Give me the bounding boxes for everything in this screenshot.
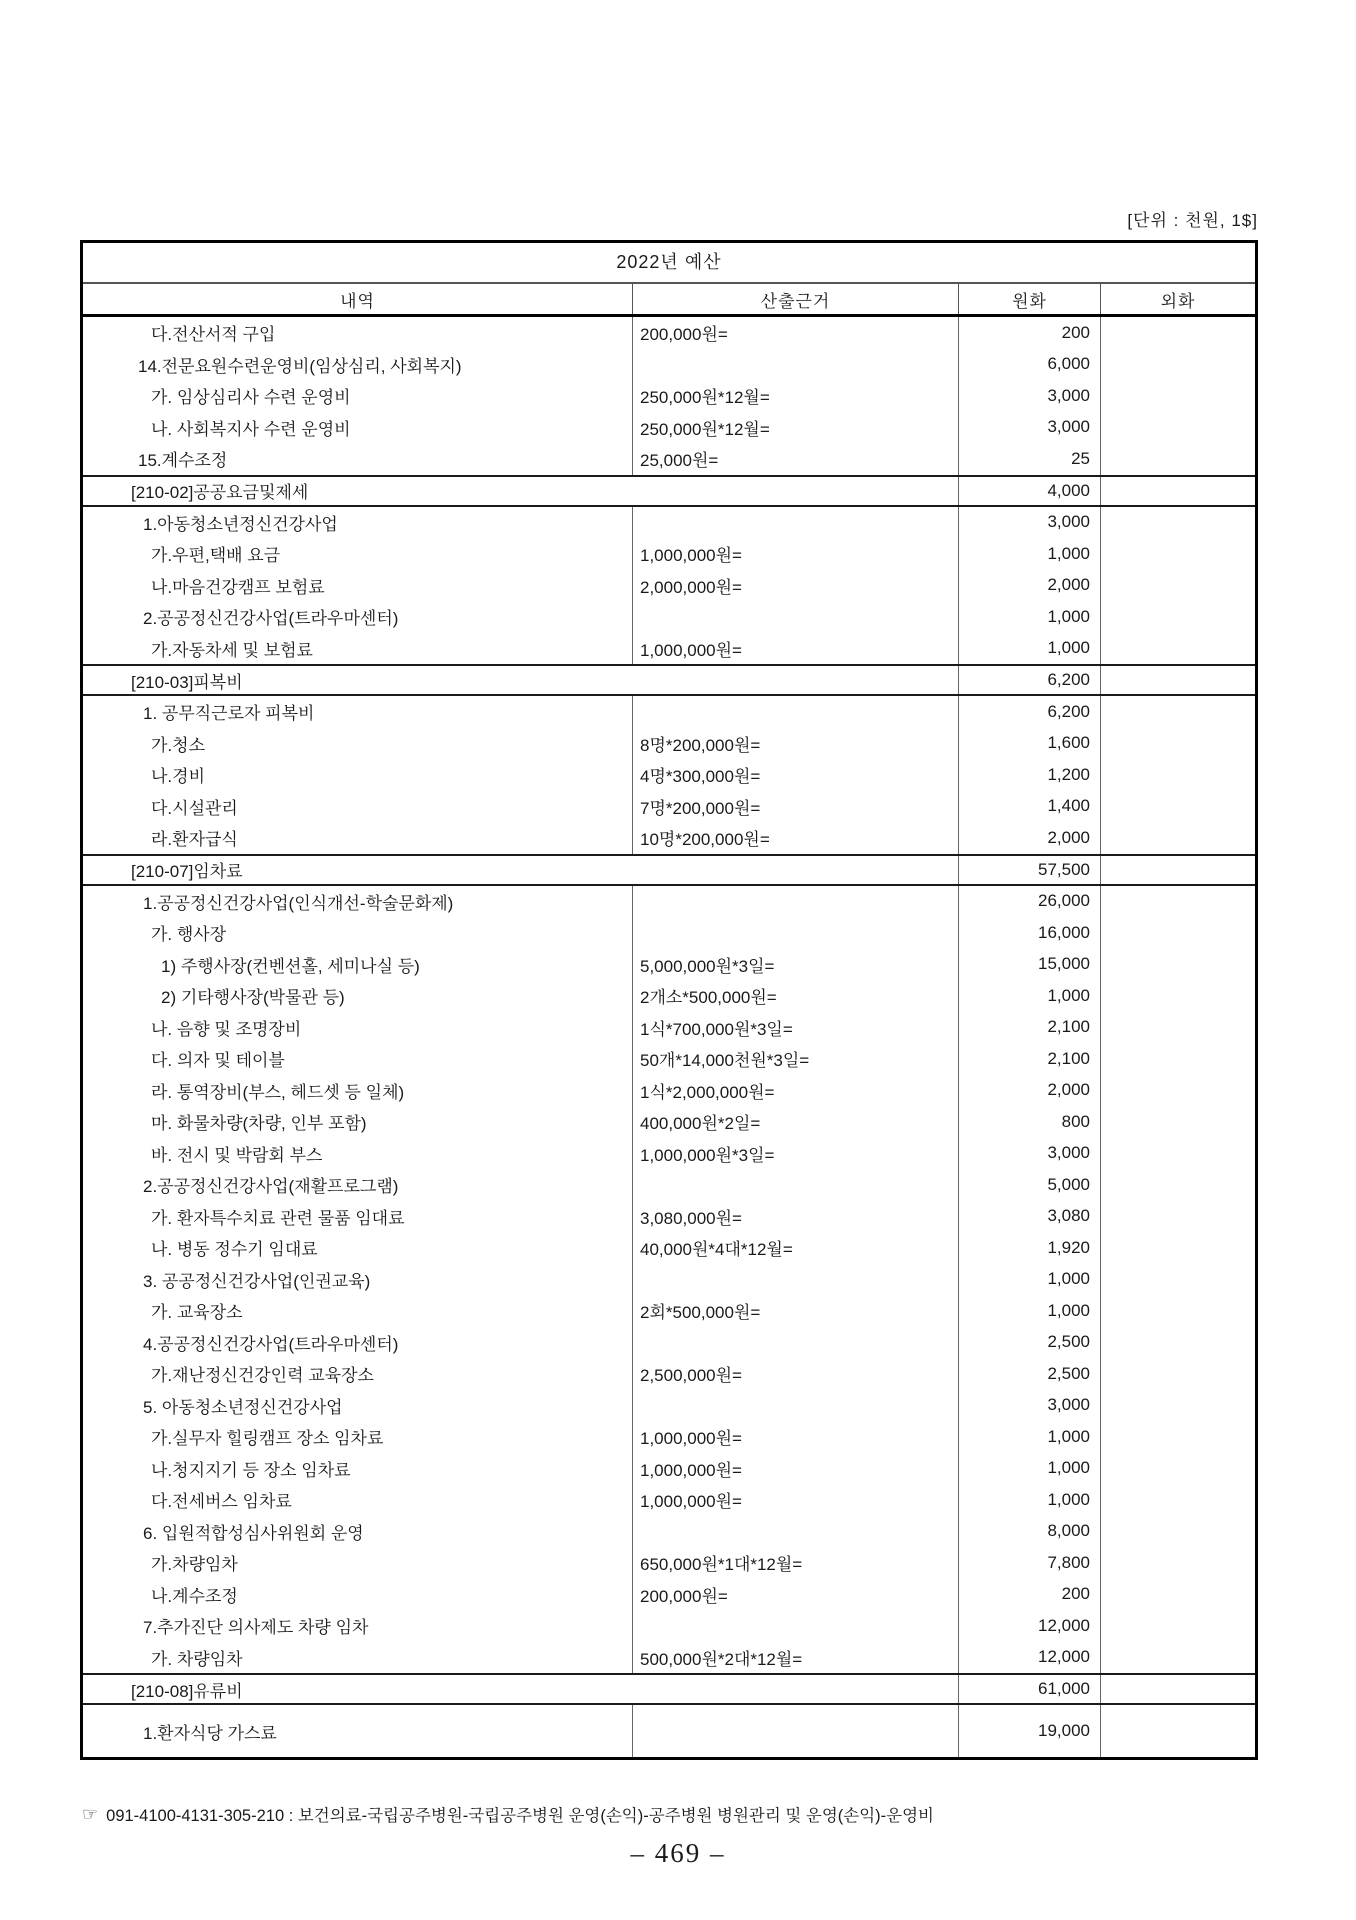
krw-amount-cell: 2,500 [959,1358,1101,1390]
section-row [83,1673,1255,1705]
section-row [83,664,1255,696]
calculation-basis-cell: 10명*200,000원= [633,822,959,854]
foreign-amount-cell [1101,1138,1255,1170]
krw-amount-cell: 19,000 [959,1705,1101,1757]
item-name-cell: 가.청소 [83,728,633,760]
section-name-cell: [210-08]유류비 [83,1675,959,1703]
item-name-cell: 1.환자식당 가스료 [83,1705,633,1757]
table-row [83,633,1255,665]
calculation-basis-cell [633,696,959,728]
foreign-amount-cell [1101,601,1255,633]
krw-amount-cell: 57,500 [959,856,1101,884]
calculation-basis-cell: 1,000,000원= [633,1453,959,1485]
krw-amount-cell: 1,000 [959,980,1101,1012]
foreign-amount-cell [1101,380,1255,412]
calculation-basis-cell [633,1516,959,1548]
krw-amount-cell: 200 [959,1579,1101,1611]
krw-amount-cell: 26,000 [959,886,1101,918]
table-row [83,1138,1255,1170]
item-name-cell: 14.전문요원수련운영비(임상심리, 사회복지) [83,349,633,381]
calculation-basis-cell: 40,000원*4대*12월= [633,1232,959,1264]
krw-amount-cell: 2,100 [959,1012,1101,1044]
krw-amount-cell: 3,000 [959,1138,1101,1170]
table-row [83,317,1255,349]
page-number: – 469 – [630,1838,726,1868]
calculation-basis-cell: 2개소*500,000원= [633,980,959,1012]
krw-amount-cell: 1,600 [959,728,1101,760]
item-name-cell: 바. 전시 및 박람회 부스 [83,1138,633,1170]
krw-amount-cell: 6,200 [959,696,1101,728]
section-name-cell: [210-02]공공요금및제세 [83,477,959,505]
item-name-cell: 6. 입원적합성심사위원회 운영 [83,1516,633,1548]
foreign-amount-cell [1101,633,1255,665]
foreign-amount-cell [1101,1421,1255,1453]
foreign-amount-cell [1101,1106,1255,1138]
item-name-cell: 4.공공정신건강사업(트라우마센터) [83,1327,633,1359]
krw-amount-cell: 7,800 [959,1547,1101,1579]
table-row [83,886,1255,918]
calculation-basis-cell: 650,000원*1대*12월= [633,1547,959,1579]
item-name-cell: 나. 사회복지사 수련 운영비 [83,412,633,444]
calculation-basis-cell [633,1705,959,1757]
foreign-amount-cell [1101,1610,1255,1642]
table-row [83,1295,1255,1327]
table-row [83,822,1255,854]
calculation-basis-cell: 5,000,000원*3일= [633,949,959,981]
foreign-amount-cell [1101,507,1255,539]
krw-amount-cell: 3,080 [959,1201,1101,1233]
table-row [83,1390,1255,1422]
calculation-basis-cell: 1,000,000원= [633,538,959,570]
calculation-basis-cell [633,349,959,381]
table-row [83,1484,1255,1516]
krw-amount-cell: 12,000 [959,1642,1101,1674]
table-row [83,443,1255,475]
item-name-cell: 1. 공무직근로자 피복비 [83,696,633,728]
item-name-cell: 7.추가진단 의사제도 차량 임차 [83,1610,633,1642]
krw-amount-cell: 1,400 [959,791,1101,823]
item-name-cell: 나. 음향 및 조명장비 [83,1012,633,1044]
foreign-amount-cell [1101,538,1255,570]
table-row [83,1547,1255,1579]
item-name-cell: 2) 기타행사장(박물관 등) [83,980,633,1012]
krw-amount-cell: 1,000 [959,633,1101,665]
column-header-krw: 원화 [959,284,1101,314]
krw-amount-cell: 3,000 [959,507,1101,539]
table-row [83,1358,1255,1390]
item-name-cell: 가.실무자 힐링캠프 장소 임차료 [83,1421,633,1453]
footer-reference-text: 091-4100-4131-305-210 : 보건의료-국립공주병원-국립공주병원 운영(손익)-공주병원 병원관리 및 운영(손익)-운영비 [106,1807,934,1825]
pointing-hand-icon: ☞ [82,1803,99,1824]
table-header-row [83,284,1255,317]
foreign-amount-cell [1101,696,1255,728]
item-name-cell: 가.재난정신건강인력 교육장소 [83,1358,633,1390]
foreign-amount-cell [1101,1201,1255,1233]
footer-reference [82,1802,1322,1826]
foreign-amount-cell [1101,666,1255,694]
table-row [83,1232,1255,1264]
calculation-basis-cell: 25,000원= [633,443,959,475]
krw-amount-cell: 1,920 [959,1232,1101,1264]
table-row [83,1705,1255,1757]
calculation-basis-cell: 250,000원*12월= [633,412,959,444]
section-name-cell: [210-07]임차료 [83,856,959,884]
krw-amount-cell: 3,000 [959,1390,1101,1422]
krw-amount-cell: 15,000 [959,949,1101,981]
item-name-cell: 가. 임상심리사 수련 운영비 [83,380,633,412]
table-title: 2022년 예산 [83,243,1255,284]
table-body [83,317,1255,1757]
calculation-basis-cell: 500,000원*2대*12월= [633,1642,959,1674]
column-header-detail: 내역 [83,284,633,314]
foreign-amount-cell [1101,1295,1255,1327]
item-name-cell: 다.전산서적 구입 [83,317,633,349]
table-row [83,1421,1255,1453]
table-row [83,791,1255,823]
foreign-amount-cell [1101,1675,1255,1703]
section-name-cell: [210-03]피복비 [83,666,959,694]
krw-amount-cell: 1,000 [959,1264,1101,1296]
foreign-amount-cell [1101,570,1255,602]
item-name-cell: 나.마음건강캠프 보험료 [83,570,633,602]
calculation-basis-cell: 1,000,000원= [633,633,959,665]
calculation-basis-cell: 3,080,000원= [633,1201,959,1233]
krw-amount-cell: 8,000 [959,1516,1101,1548]
item-name-cell: 2.공공정신건강사업(재활프로그램) [83,1169,633,1201]
foreign-amount-cell [1101,1484,1255,1516]
krw-amount-cell: 25 [959,443,1101,475]
krw-amount-cell: 1,000 [959,1295,1101,1327]
foreign-amount-cell [1101,477,1255,505]
krw-amount-cell: 1,000 [959,538,1101,570]
table-row [83,1453,1255,1485]
table-row [83,949,1255,981]
calculation-basis-cell: 200,000원= [633,1579,959,1611]
calculation-basis-cell: 2,500,000원= [633,1358,959,1390]
foreign-amount-cell [1101,1516,1255,1548]
foreign-amount-cell [1101,728,1255,760]
foreign-amount-cell [1101,917,1255,949]
foreign-amount-cell [1101,412,1255,444]
table-row [83,380,1255,412]
foreign-amount-cell [1101,443,1255,475]
krw-amount-cell: 1,000 [959,1421,1101,1453]
table-row [83,349,1255,381]
calculation-basis-cell: 200,000원= [633,317,959,349]
item-name-cell: 가.자동차세 및 보험료 [83,633,633,665]
foreign-amount-cell [1101,791,1255,823]
krw-amount-cell: 3,000 [959,412,1101,444]
foreign-amount-cell [1101,949,1255,981]
foreign-amount-cell [1101,1264,1255,1296]
table-row [83,1106,1255,1138]
calculation-basis-cell [633,1610,959,1642]
table-row [83,1264,1255,1296]
item-name-cell: 1.아동청소년정신건강사업 [83,507,633,539]
krw-amount-cell: 200 [959,317,1101,349]
calculation-basis-cell: 4명*300,000원= [633,759,959,791]
calculation-basis-cell: 400,000원*2일= [633,1106,959,1138]
krw-amount-cell: 61,000 [959,1675,1101,1703]
foreign-amount-cell [1101,1579,1255,1611]
item-name-cell: 가.우편,택배 요금 [83,538,633,570]
foreign-amount-cell [1101,1327,1255,1359]
foreign-amount-cell [1101,1390,1255,1422]
foreign-amount-cell [1101,1232,1255,1264]
item-name-cell: 가.차량임차 [83,1547,633,1579]
item-name-cell: 다.시설관리 [83,791,633,823]
krw-amount-cell: 6,000 [959,349,1101,381]
calculation-basis-cell: 250,000원*12월= [633,380,959,412]
item-name-cell: 가. 차량임차 [83,1642,633,1674]
section-row [83,854,1255,886]
table-row [83,759,1255,791]
calculation-basis-cell [633,886,959,918]
krw-amount-cell: 2,100 [959,1043,1101,1075]
table-row [83,1327,1255,1359]
item-name-cell: 3. 공공정신건강사업(인권교육) [83,1264,633,1296]
table-row [83,507,1255,539]
foreign-amount-cell [1101,317,1255,349]
item-name-cell: 1) 주행사장(컨벤션홀, 세미나실 등) [83,949,633,981]
item-name-cell: 1.공공정신건강사업(인식개선-학술문화제) [83,886,633,918]
calculation-basis-cell: 2회*500,000원= [633,1295,959,1327]
foreign-amount-cell [1101,886,1255,918]
krw-amount-cell: 6,200 [959,666,1101,694]
calculation-basis-cell: 8명*200,000원= [633,728,959,760]
table-row [83,412,1255,444]
calculation-basis-cell [633,1264,959,1296]
item-name-cell: 다. 의자 및 테이블 [83,1043,633,1075]
krw-amount-cell: 1,000 [959,1453,1101,1485]
foreign-amount-cell [1101,856,1255,884]
krw-amount-cell: 800 [959,1106,1101,1138]
krw-amount-cell: 2,000 [959,1075,1101,1107]
krw-amount-cell: 12,000 [959,1610,1101,1642]
krw-amount-cell: 1,000 [959,601,1101,633]
table-row [83,1169,1255,1201]
table-row [83,696,1255,728]
krw-amount-cell: 1,000 [959,1484,1101,1516]
table-row [83,570,1255,602]
item-name-cell: 가. 교육장소 [83,1295,633,1327]
calculation-basis-cell: 50개*14,000천원*3일= [633,1043,959,1075]
foreign-amount-cell [1101,822,1255,854]
table-row [83,1201,1255,1233]
item-name-cell: 다.전세버스 임차료 [83,1484,633,1516]
calculation-basis-cell: 1,000,000원= [633,1484,959,1516]
foreign-amount-cell [1101,1169,1255,1201]
column-header-foreign: 외화 [1160,291,1196,311]
table-row [83,1075,1255,1107]
item-name-cell: 나.계수조정 [83,1579,633,1611]
calculation-basis-cell [633,1327,959,1359]
krw-amount-cell: 4,000 [959,477,1101,505]
item-name-cell: 나. 병동 정수기 임대료 [83,1232,633,1264]
krw-amount-cell: 2,500 [959,1327,1101,1359]
calculation-basis-cell: 2,000,000원= [633,570,959,602]
item-name-cell: 라. 통역장비(부스, 헤드셋 등 일체) [83,1075,633,1107]
calculation-basis-cell [633,601,959,633]
item-name-cell: 15.계수조정 [83,443,633,475]
calculation-basis-cell: 1식*2,000,000원= [633,1075,959,1107]
krw-amount-cell: 2,000 [959,570,1101,602]
item-name-cell: 가. 환자특수치료 관련 물품 임대료 [83,1201,633,1233]
item-name-cell: 나.경비 [83,759,633,791]
calculation-basis-cell: 1,000,000원= [633,1421,959,1453]
krw-amount-cell: 3,000 [959,380,1101,412]
table-row [83,538,1255,570]
foreign-amount-cell [1101,1012,1255,1044]
table-row [83,601,1255,633]
item-name-cell: 마. 화물차량(차량, 인부 포함) [83,1106,633,1138]
foreign-amount-cell [1101,759,1255,791]
table-row [83,1012,1255,1044]
calculation-basis-cell [633,507,959,539]
foreign-amount-cell [1101,1075,1255,1107]
item-name-cell: 나.청지지기 등 장소 임차료 [83,1453,633,1485]
calculation-basis-cell [633,917,959,949]
table-row [83,1516,1255,1548]
foreign-amount-cell [1101,1043,1255,1075]
calculation-basis-cell [633,1169,959,1201]
calculation-basis-cell: 1,000,000원*3일= [633,1138,959,1170]
foreign-amount-cell [1101,980,1255,1012]
item-name-cell: 5. 아동청소년정신건강사업 [83,1390,633,1422]
table-row [83,1579,1255,1611]
table-row [83,1642,1255,1674]
krw-amount-cell: 5,000 [959,1169,1101,1201]
table-row [83,980,1255,1012]
table-row [83,1610,1255,1642]
krw-amount-cell: 2,000 [959,822,1101,854]
foreign-amount-cell [1101,1547,1255,1579]
foreign-amount-cell [1101,1453,1255,1485]
foreign-amount-cell [1101,1358,1255,1390]
item-name-cell: 2.공공정신건강사업(트라우마센터) [83,601,633,633]
calculation-basis-cell: 7명*200,000원= [633,791,959,823]
krw-amount-cell: 1,200 [959,759,1101,791]
unit-label: [단위 : 천원, 1$] [1127,211,1258,230]
budget-table [80,240,1258,1760]
table-row [83,728,1255,760]
calculation-basis-cell [633,1390,959,1422]
krw-amount-cell: 16,000 [959,917,1101,949]
section-row [83,475,1255,507]
foreign-amount-cell [1101,1705,1255,1757]
table-row [83,1043,1255,1075]
calculation-basis-cell: 1식*700,000원*3일= [633,1012,959,1044]
item-name-cell: 가. 행사장 [83,917,633,949]
item-name-cell: 라.환자급식 [83,822,633,854]
column-header-basis: 산출근거 [633,284,959,314]
table-row [83,917,1255,949]
foreign-amount-cell [1101,349,1255,381]
foreign-amount-cell [1101,1642,1255,1674]
